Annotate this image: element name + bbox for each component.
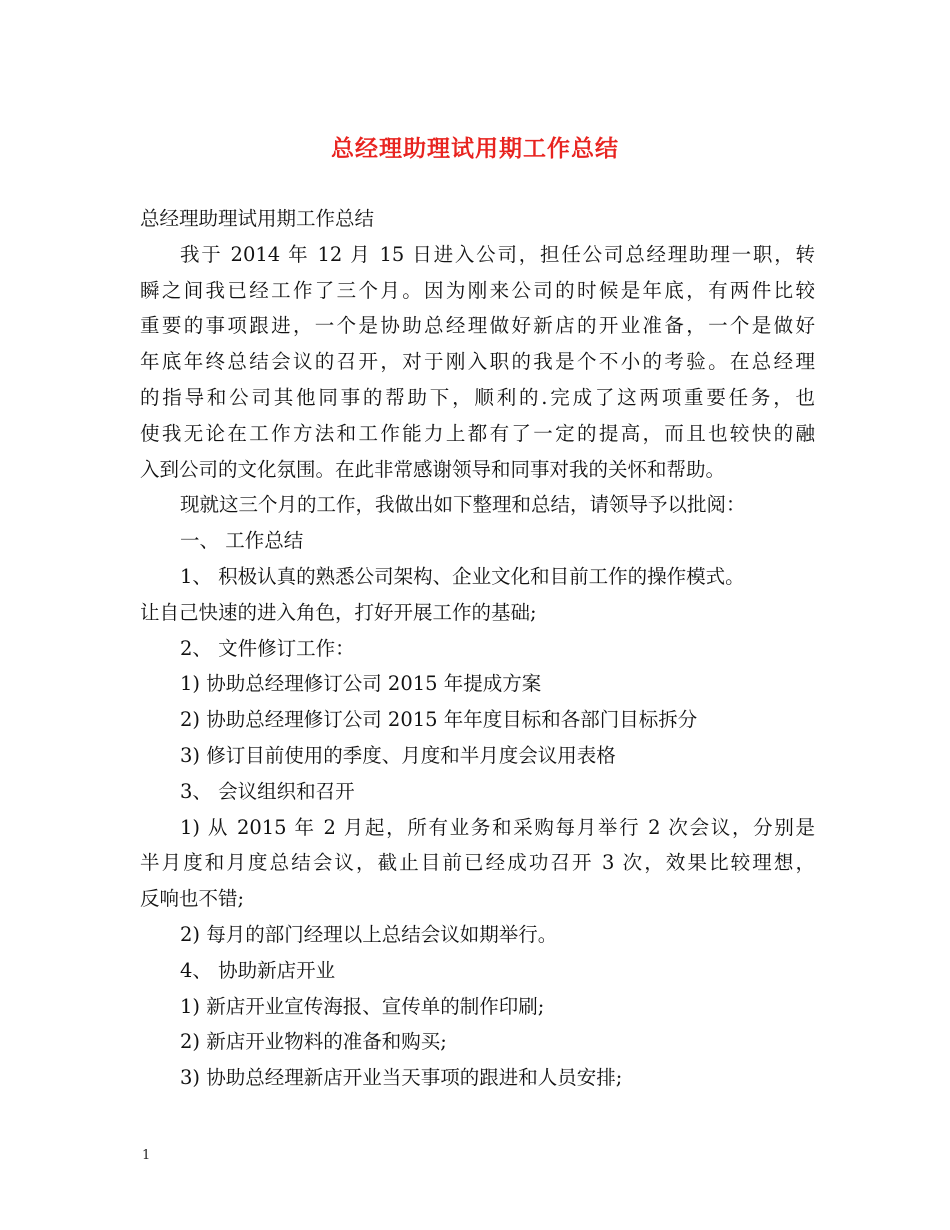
paragraph-line: 2、 文件修订工作： xyxy=(180,636,355,660)
paragraph-line: 我于 2014 年 12 月 15 日进入公司，担任公司总经理助理一职，转 xyxy=(180,242,815,266)
paragraph-line: 入到公司的文化氛围。在此非常感谢领导和同事对我的关怀和帮助。 xyxy=(140,457,726,481)
paragraph-line: 1) 新店开业宣传海报、宣传单的制作印刷; xyxy=(180,994,545,1018)
paragraph-line: 3) 协助总经理新店开业当天事项的跟进和人员安排; xyxy=(180,1066,623,1090)
paragraph-line: 4、 协助新店开业 xyxy=(180,958,336,982)
paragraph-line: 一、 工作总结 xyxy=(180,529,304,553)
paragraph-line: 1) 协助总经理修订公司 2015 年提成方案 xyxy=(180,672,542,696)
paragraph-line: 3) 修订目前使用的季度、月度和半月度会议用表格 xyxy=(180,743,616,767)
paragraph-line: 反响也不错; xyxy=(140,887,245,911)
paragraph-line: 2) 协助总经理修订公司 2015 年年度目标和各部门目标拆分 xyxy=(180,708,698,732)
paragraph-line: 1、 积极认真的熟悉公司架构、企业文化和目前工作的操作模式。 xyxy=(180,564,745,588)
paragraph-line: 2) 每月的部门经理以上总结会议如期举行。 xyxy=(180,922,558,946)
paragraph-line: 1) 从 2015 年 2 月起，所有业务和采购每月举行 2 次会议，分别是 xyxy=(180,815,815,839)
paragraph-line: 2) 新店开业物料的准备和购买; xyxy=(180,1030,447,1054)
paragraph-line: 总经理助理试用期工作总结 xyxy=(140,207,375,230)
paragraph-line: 年底年终总结会议的召开，对于刚入职的我是个不小的考验。在总经理 xyxy=(140,350,815,374)
paragraph-line: 现就这三个月的工作，我做出如下整理和总结，请领导予以批阅： xyxy=(180,493,746,517)
page-number: 1 xyxy=(142,1148,151,1163)
paragraph-line: 使我无论在工作方法和工作能力上都有了一定的提高，而且也较快的融 xyxy=(140,421,815,445)
paragraph-line: 3、 会议组织和召开 xyxy=(180,779,355,803)
paragraph-line: 重要的事项跟进，一个是协助总经理做好新店的开业准备，一个是做好 xyxy=(140,314,815,338)
document-body xyxy=(140,201,815,1096)
paragraph-line: 的指导和公司其他同事的帮助下，顺利的.完成了这两项重要任务，也 xyxy=(140,385,815,409)
document-title: 总经理助理试用期工作总结 xyxy=(331,136,619,162)
paragraph-line: 瞬之间我已经工作了三个月。因为刚来公司的时候是年底，有两件比较 xyxy=(140,278,815,302)
paragraph-line: 半月度和月度总结会议，截止目前已经成功召开 3 次，效果比较理想， xyxy=(140,851,815,875)
paragraph-line: 让自己快速的进入角色，打好开展工作的基础; xyxy=(140,600,537,624)
